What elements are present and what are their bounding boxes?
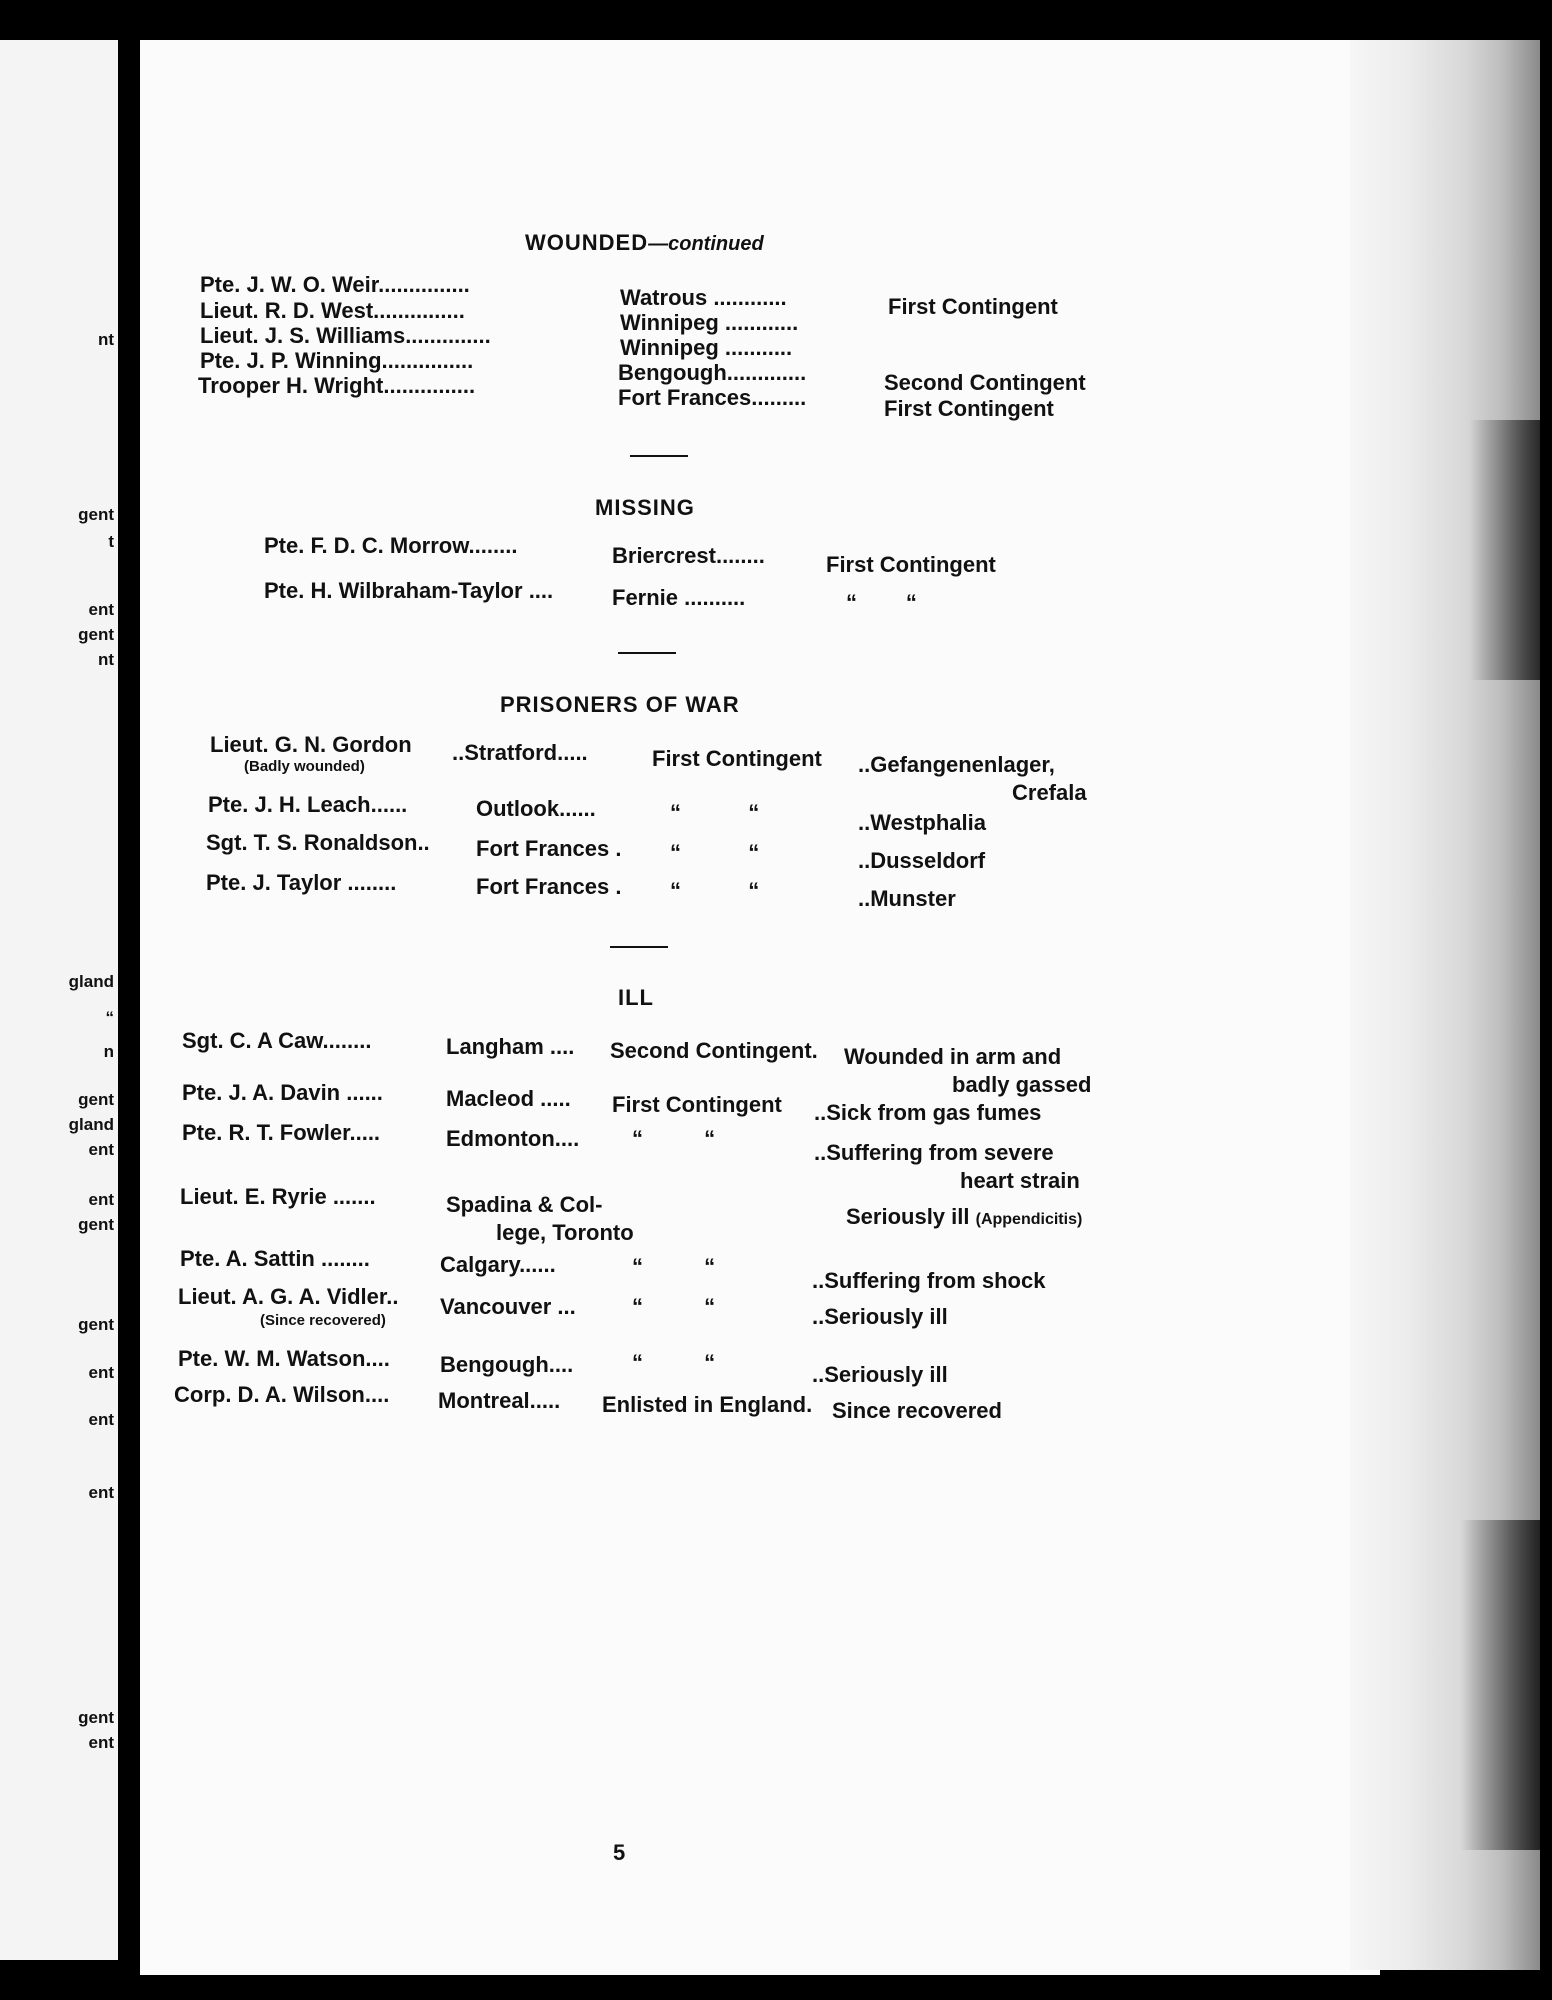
section-divider bbox=[610, 946, 668, 948]
name-text: Pte. J. W. O. Weir bbox=[200, 272, 379, 297]
name-text: Trooper H. Wright bbox=[198, 373, 384, 398]
facing-page-fragment: gland bbox=[68, 1115, 114, 1134]
ill-place: Macleod ..... bbox=[446, 1086, 571, 1111]
ill-unit: Enlisted in England. bbox=[602, 1392, 813, 1417]
name-text: Pte. H. Wilbraham-Taylor bbox=[264, 578, 523, 603]
facing-page-fragment: “ bbox=[105, 1008, 114, 1027]
place-text: Bengough bbox=[618, 360, 727, 385]
ill-unit: “ “ bbox=[632, 1294, 716, 1319]
wounded-unit: First Contingent bbox=[888, 294, 1058, 319]
leader-dots: ........ bbox=[468, 533, 518, 558]
ill-place: Vancouver ... bbox=[440, 1294, 576, 1319]
name-text: Lieut. R. D. West bbox=[200, 298, 374, 323]
leader-dots: ........... bbox=[724, 335, 793, 360]
ill-unit: “ “ bbox=[632, 1126, 716, 1151]
leader-dots: ............ bbox=[724, 310, 799, 335]
prisoner-name: Sgt. T. S. Ronaldson.. bbox=[206, 830, 430, 855]
ill-note: (Since recovered) bbox=[260, 1312, 386, 1329]
wounded-name bbox=[198, 373, 475, 399]
ill-unit: “ “ bbox=[632, 1350, 716, 1375]
prisoners-heading: PRISONERS OF WAR bbox=[500, 692, 740, 717]
ill-place: Spadina & Col- bbox=[446, 1192, 603, 1217]
prisoner-name: Lieut. G. N. Gordon bbox=[210, 732, 412, 757]
facing-page-fragment: ent bbox=[88, 1190, 114, 1209]
wounded-unit: First Contingent bbox=[884, 396, 1054, 421]
wounded-heading-suffix: —continued bbox=[648, 233, 764, 255]
facing-page-fragment: gent bbox=[78, 625, 114, 644]
facing-page-fragment: nt bbox=[97, 650, 114, 669]
prisoner-camp: ..Westphalia bbox=[858, 810, 986, 835]
prisoner-unit: First Contingent bbox=[652, 746, 822, 771]
missing-unit: First Contingent bbox=[826, 552, 996, 577]
wounded-heading bbox=[525, 230, 764, 256]
ill-name: Corp. D. A. Wilson.... bbox=[174, 1382, 390, 1407]
prisoner-camp: ..Gefangenenlager, bbox=[858, 752, 1055, 777]
ill-name: Lieut. E. Ryrie ....... bbox=[180, 1184, 376, 1209]
ill-status: ..Sick from gas fumes bbox=[814, 1100, 1042, 1125]
facing-page-fragment: gent bbox=[78, 505, 114, 524]
ill-unit: “ “ bbox=[632, 1254, 716, 1279]
facing-page-fragment: nt bbox=[97, 330, 114, 349]
prisoner-unit: “ “ bbox=[670, 878, 760, 903]
leader-dots: ............. bbox=[726, 360, 807, 385]
name-text: Lieut. J. S. Williams bbox=[200, 323, 406, 348]
ill-status: Wounded in arm and bbox=[844, 1044, 1062, 1069]
facing-page-fragment: ent bbox=[88, 1733, 114, 1752]
place-text: Briercrest bbox=[612, 543, 716, 568]
facing-page-fragment: gent bbox=[78, 1708, 114, 1727]
place-text: Fort Frances bbox=[618, 385, 752, 410]
ill-heading: ILL bbox=[618, 985, 654, 1010]
wounded-name bbox=[200, 323, 491, 349]
facing-page-fragment: gent bbox=[78, 1090, 114, 1109]
facing-page bbox=[0, 40, 118, 1960]
ill-name: Pte. R. T. Fowler..... bbox=[182, 1120, 381, 1145]
prisoner-unit: “ “ bbox=[670, 800, 760, 825]
leader-dots: ............... bbox=[373, 298, 465, 323]
prisoner-camp: ..Munster bbox=[858, 886, 956, 911]
missing-place bbox=[612, 585, 745, 611]
leader-dots: ............... bbox=[381, 348, 474, 373]
facing-page-fragment: ent bbox=[88, 1363, 114, 1382]
facing-page-fragment: gland bbox=[68, 972, 114, 991]
facing-page-fragment: ent bbox=[88, 1410, 114, 1429]
edge-shadow bbox=[1470, 420, 1540, 680]
book-page-edges bbox=[1350, 40, 1540, 1970]
wounded-place bbox=[618, 385, 806, 411]
prisoner-place: ..Stratford..... bbox=[452, 740, 588, 765]
place-text: Watrous bbox=[620, 285, 708, 310]
place-text: Fernie bbox=[612, 585, 679, 610]
leader-dots: .......... bbox=[684, 585, 746, 610]
facing-page-fragment: gent bbox=[78, 1215, 114, 1234]
leader-dots: .... bbox=[528, 578, 554, 603]
missing-heading: MISSING bbox=[595, 495, 695, 520]
ill-place-cont: lege, Toronto bbox=[496, 1220, 634, 1245]
ill-place: Montreal..... bbox=[438, 1388, 561, 1413]
edge-shadow bbox=[1460, 1520, 1540, 1850]
facing-page-fragment: ent bbox=[88, 600, 114, 619]
ill-place: Calgary...... bbox=[440, 1252, 556, 1277]
ill-name: Pte. W. M. Watson.... bbox=[178, 1346, 390, 1371]
ill-place: Edmonton.... bbox=[446, 1126, 580, 1151]
wounded-place bbox=[618, 360, 806, 386]
ill-status: Since recovered bbox=[832, 1398, 1002, 1423]
book-page bbox=[140, 40, 1380, 1975]
missing-place bbox=[612, 543, 765, 569]
prisoner-camp-cont: Crefala bbox=[1012, 780, 1087, 805]
prisoner-unit: “ “ bbox=[670, 840, 760, 865]
ill-unit: Second Contingent. bbox=[610, 1038, 818, 1063]
prisoner-place: Outlook...... bbox=[476, 796, 596, 821]
facing-page-fragment: ent bbox=[88, 1483, 114, 1502]
ill-name: Pte. J. A. Davin ...... bbox=[182, 1080, 383, 1105]
leader-dots: .............. bbox=[405, 323, 491, 348]
place-text: Winnipeg bbox=[620, 310, 719, 335]
name-text: Pte. F. D. C. Morrow bbox=[264, 533, 469, 558]
prisoner-name: Pte. J. Taylor ........ bbox=[206, 870, 397, 895]
place-text: Winnipeg bbox=[620, 335, 719, 360]
facing-page-fragment: n bbox=[103, 1042, 114, 1061]
ill-status-cont: badly gassed bbox=[952, 1072, 1092, 1097]
prisoner-note: (Badly wounded) bbox=[244, 758, 365, 775]
prisoner-camp: ..Dusseldorf bbox=[858, 848, 986, 873]
ill-place: Bengough.... bbox=[440, 1352, 574, 1377]
ill-name: Pte. A. Sattin ........ bbox=[180, 1246, 370, 1271]
ill-place: Langham .... bbox=[446, 1034, 575, 1059]
ill-status-cont: heart strain bbox=[960, 1168, 1080, 1193]
missing-name bbox=[264, 533, 517, 559]
name-text: Pte. J. P. Winning bbox=[200, 348, 382, 373]
status-note: (Appendicitis) bbox=[975, 1211, 1083, 1228]
ill-status: ..Suffering from shock bbox=[812, 1268, 1046, 1293]
wounded-name bbox=[200, 272, 470, 298]
leader-dots: ............... bbox=[383, 373, 476, 398]
facing-page-fragment: gent bbox=[78, 1315, 114, 1334]
wounded-place bbox=[620, 285, 787, 311]
ill-unit: First Contingent bbox=[612, 1092, 782, 1117]
prisoner-place: Fort Frances . bbox=[476, 836, 622, 861]
ill-status bbox=[846, 1204, 1082, 1230]
wounded-place bbox=[620, 335, 792, 361]
missing-unit: “ “ bbox=[846, 590, 917, 615]
section-divider bbox=[630, 455, 688, 457]
facing-page-fragment: ent bbox=[88, 1140, 114, 1159]
wounded-name bbox=[200, 298, 465, 324]
facing-page-fragment: t bbox=[108, 532, 114, 551]
section-divider bbox=[618, 652, 676, 654]
ill-name: Sgt. C. A Caw........ bbox=[182, 1028, 372, 1053]
wounded-heading-text: WOUNDED bbox=[525, 230, 649, 255]
wounded-unit: Second Contingent bbox=[884, 370, 1086, 395]
ill-name: Lieut. A. G. A. Vidler.. bbox=[178, 1284, 399, 1309]
prisoner-name: Pte. J. H. Leach...... bbox=[208, 792, 408, 817]
ill-status: ..Seriously ill bbox=[812, 1304, 948, 1329]
missing-name bbox=[264, 578, 553, 604]
leader-dots: ............... bbox=[378, 272, 470, 297]
status-text: Seriously ill bbox=[846, 1204, 970, 1229]
ill-status: ..Suffering from severe bbox=[814, 1140, 1054, 1165]
ill-status: ..Seriously ill bbox=[812, 1362, 948, 1387]
prisoner-place: Fort Frances . bbox=[476, 874, 622, 899]
leader-dots: ........ bbox=[715, 543, 765, 568]
page-number: 5 bbox=[613, 1840, 626, 1865]
wounded-name bbox=[200, 348, 473, 374]
wounded-place bbox=[620, 310, 798, 336]
leader-dots: ......... bbox=[751, 385, 807, 410]
leader-dots: ............ bbox=[713, 285, 787, 310]
